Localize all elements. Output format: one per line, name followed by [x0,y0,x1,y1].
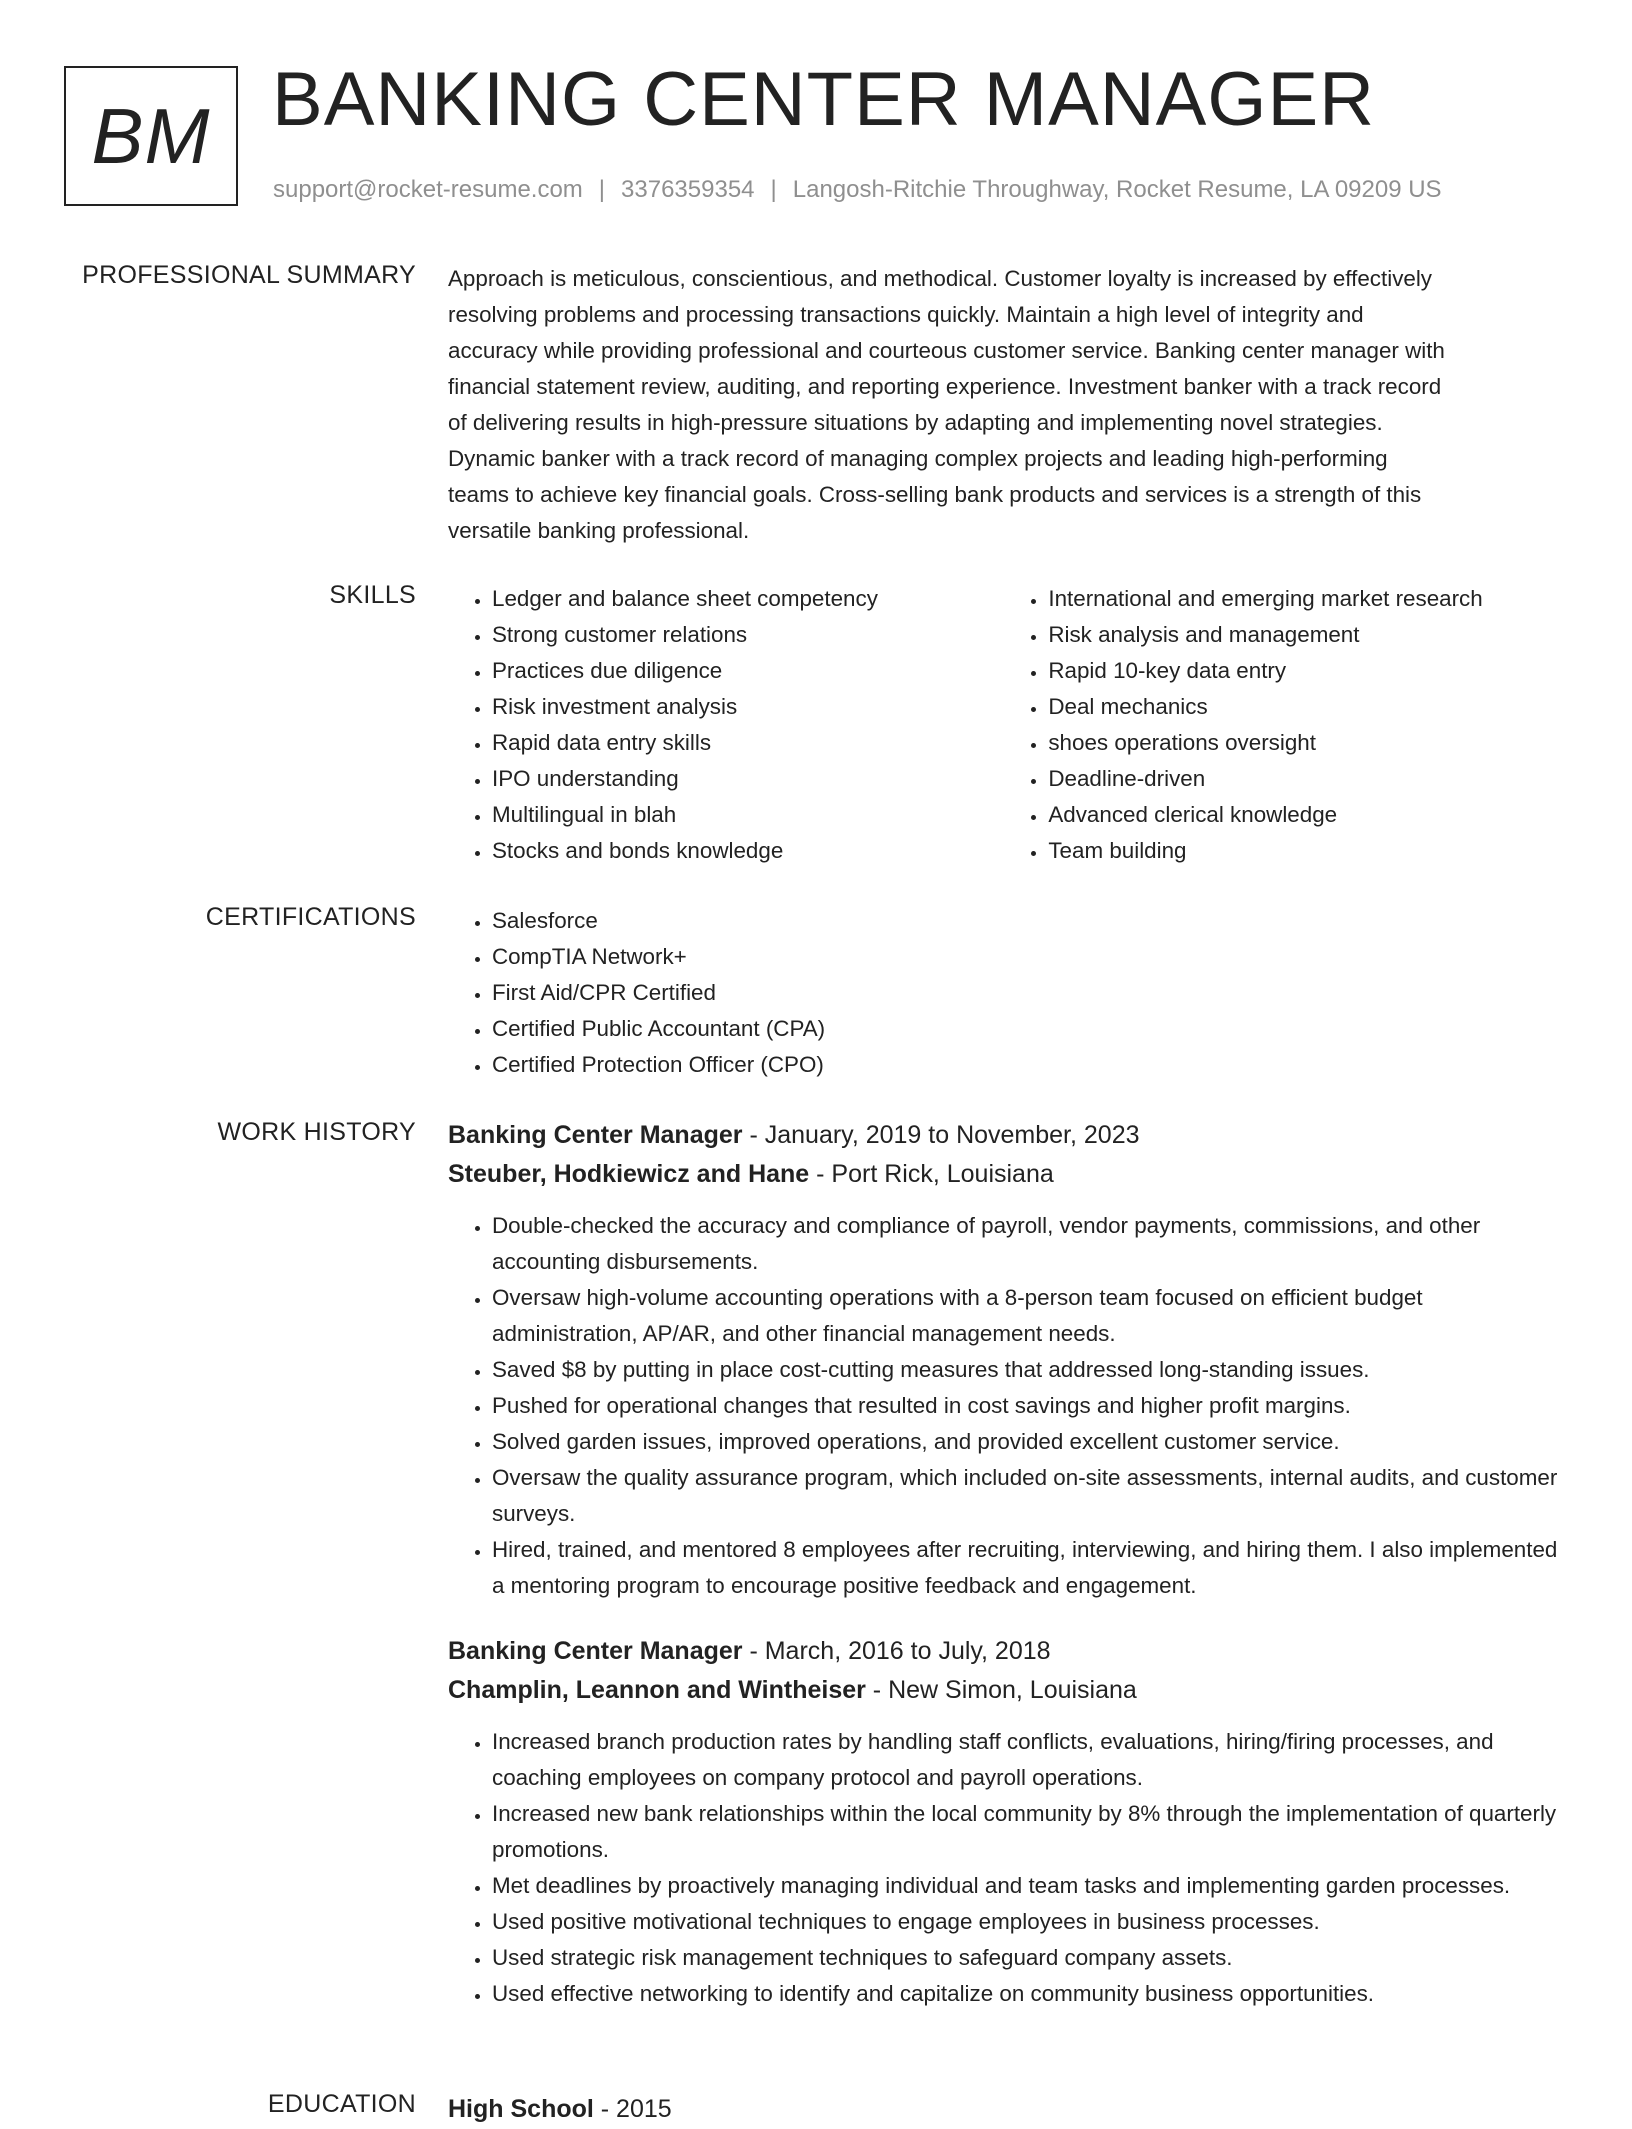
skills-column-1 [448,581,1004,869]
section-label-certifications: CERTIFICATIONS [205,903,416,931]
skill-item: • International and emerging market research [1048,581,1570,617]
skill-item: • Ledger and balance sheet competency [492,581,1004,617]
job-bullets [448,1724,1570,2012]
job-title: Banking Center Manager [448,1121,743,1149]
job-bullet: • Pushed for operational changes that resulted in cost savings and higher profit margins. [492,1388,1570,1424]
summary-line: Dynamic banker with a track record of managing complex projects and leading high-performing [448,446,1388,471]
address: Langosh-Ritchie Throughway, Rocket Resume, LA 09209 US [792,176,1442,203]
summary-line: teams to achieve key financial goals. Cross-selling bank products and services is a strength of this [448,482,1422,507]
job-bullet: • Solved garden issues, improved operations, and provided excellent customer service. [492,1424,1570,1460]
job-bullet: • Met deadlines by proactively managing individual and team tasks and implementing garden processes. [492,1868,1570,1904]
skill-item: • Advanced clerical knowledge [1048,797,1570,833]
summary-line: Approach is meticulous, conscientious, and methodical. Customer loyalty is increased by effectively [448,266,1433,291]
job-bullet: • Double-checked the accuracy and compliance of payroll, vendor payments, commissions, and other accounting disbursements. [492,1208,1570,1280]
section-label-summary: PROFESSIONAL SUMMARY [82,261,416,289]
skill-item: • Rapid data entry skills [492,725,1004,761]
job-company: Steuber, Hodkiewicz and Hane [448,1160,810,1188]
skills-grid [448,581,1570,869]
job-title: Banking Center Manager [448,1637,743,1665]
certification-item: • CompTIA Network+ [492,939,1570,975]
certification-item: • Certified Public Accountant (CPA) [492,1011,1570,1047]
job-bullet: • Used strategic risk management techniques to safeguard company assets. [492,1940,1570,1976]
section-label-education: EDUCATION [267,2090,416,2118]
job-dates: - March, 2016 to July, 2018 [742,1637,1051,1665]
job-location: - New Simon, Louisiana [865,1676,1137,1704]
contact-separator: | [770,176,777,203]
job-bullet: • Oversaw the quality assurance program, which included on-site assessments, internal audits, and customer surveys. [492,1460,1570,1532]
job-title-line [448,1632,1570,1671]
work-history-body [448,1116,1570,2012]
certifications-body [448,903,1570,1083]
skill-item: • shoes operations oversight [1048,725,1570,761]
section-label-work-history: WORK HISTORY [217,1118,416,1146]
skill-item: • Team building [1048,833,1570,869]
job-company-line [448,1155,1570,1194]
education-line [448,2090,1570,2129]
skill-item: • Strong customer relations [492,617,1004,653]
job-bullet: • Oversaw high-volume accounting operations with a 8-person team focused on efficient budget administration, AP/AR, and other financial management needs. [492,1280,1570,1352]
job-company-line [448,1671,1570,1710]
job-entry [448,1632,1570,2012]
summary-line: financial statement review, auditing, and reporting experience. Investment banker with a track record [448,374,1442,399]
job-dates: - January, 2019 to November, 2023 [742,1121,1140,1149]
skill-item: • Risk investment analysis [492,689,1004,725]
summary-line: of delivering results in high-pressure situations by adapting and implementing novel strategies. [448,410,1383,435]
skill-item: • Risk analysis and management [1048,617,1570,653]
skill-item: • Stocks and bonds knowledge [492,833,1004,869]
job-location: - Port Rick, Louisiana [809,1160,1054,1188]
certification-item: • First Aid/CPR Certified [492,975,1570,1011]
email[interactable]: support@rocket-resume.com [273,176,583,203]
job-bullet: • Hired, trained, and mentored 8 employees after recruiting, interviewing, and hiring them. I also implemented a mentoring program to encourage positive feedback and engagement. [492,1532,1570,1604]
job-bullet: • Increased branch production rates by handling staff conflicts, evaluations, hiring/firing processes, and coaching employees on company protocol and payroll operations. [492,1724,1570,1796]
skill-item: • Rapid 10-key data entry [1048,653,1570,689]
skills-column-2 [1004,581,1570,869]
summary-line: versatile banking professional. [448,518,750,543]
skill-item: • IPO understanding [492,761,1004,797]
job-title-line [448,1116,1570,1155]
education-year: - 2015 [593,2095,672,2123]
skill-item: • Multilingual in blah [492,797,1004,833]
phone[interactable]: 3376359354 [621,176,755,203]
job-bullet: • Saved $8 by putting in place cost-cutting measures that addressed long-standing issues. [492,1352,1570,1388]
certifications-list [448,903,1570,1083]
job-bullet: • Used positive motivational techniques to engage employees in business processes. [492,1904,1570,1940]
certification-item: • Salesforce [492,903,1570,939]
skill-item: • Deal mechanics [1048,689,1570,725]
summary-text [448,261,1570,549]
summary-line: resolving problems and processing transactions quickly. Maintain a high level of integrity and [448,302,1364,327]
resume-title: BANKING CENTER MANAGER [272,57,1376,142]
contact-separator: | [598,176,606,203]
education-body [448,2090,1570,2129]
job-bullets [448,1208,1570,1604]
job-bullet: • Increased new bank relationships within the local community by 8% through the implementation of quarterly promotions. [492,1796,1570,1868]
skill-item: • Deadline-driven [1048,761,1570,797]
job-company: Champlin, Leannon and Wintheiser [448,1676,866,1704]
summary-body [448,261,1570,549]
monogram-logo: BM [64,66,238,206]
job-entry [448,1116,1570,1604]
job-bullet: • Used effective networking to identify and capitalize on community business opportunities. [492,1976,1570,2012]
section-label-skills: SKILLS [329,581,416,609]
summary-line: accuracy while providing professional and courteous customer service. Banking center manager with [448,338,1445,363]
contact-line [273,176,1442,204]
certification-item: • Certified Protection Officer (CPO) [492,1047,1570,1083]
education-school: High School [448,2095,594,2123]
skill-item: • Practices due diligence [492,653,1004,689]
